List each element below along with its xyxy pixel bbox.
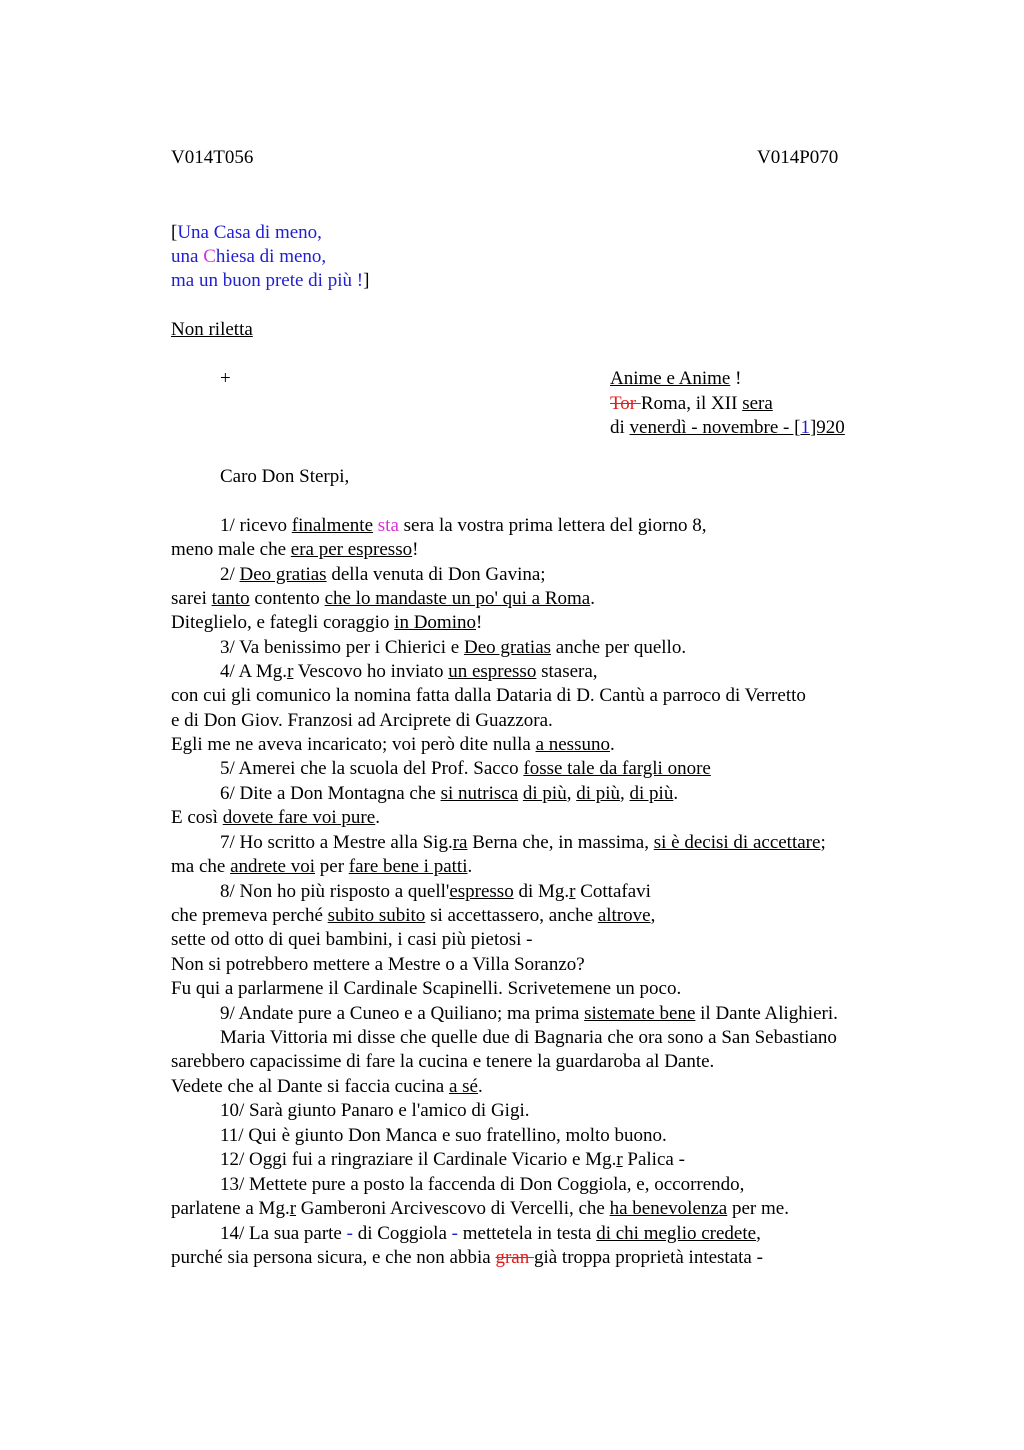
- letter-line: 3/ Va benissimo per i Chierici e Deo gratias anche per quello.: [220, 637, 687, 658]
- bracket: [: [171, 222, 178, 243]
- letter-line: con cui gli comunico la nomina fatta dalla Dataria di D. Cantù a parroco di Verretto: [171, 685, 806, 706]
- letter-line: 11/ Qui è giunto Don Manca e suo fratellino, molto buono.: [220, 1125, 667, 1146]
- letter-line: 10/ Sarà giunto Panaro e l'amico di Gigi.: [220, 1100, 530, 1121]
- dateline-di: di: [610, 417, 630, 438]
- status-note: Non riletta: [171, 319, 253, 340]
- motto-line-3: ma un buon prete di più !: [171, 270, 364, 291]
- letter-line: purché sia persona sicura, e che non abbia gran già troppa proprietà intestata -: [171, 1247, 763, 1268]
- letter-line: parlatene a Mg.r Gamberoni Arcivescovo di Vercelli, che ha benevolenza per me.: [171, 1198, 789, 1219]
- letter-line: 7/ Ho scritto a Mestre alla Sig.ra Berna che, in massima, si è decisi di accettare;: [220, 832, 826, 853]
- motto-line-2b: hiesa di meno,: [215, 246, 327, 267]
- letter-line: Vedete che al Dante si faccia cucina a sé.: [171, 1076, 483, 1097]
- letter-line: Egli me ne aveva incaricato; voi però dite nulla a nessuno.: [171, 734, 615, 755]
- letter-line: sarebbero capacissime di fare la cucina e tenere la guardaroba al Dante.: [171, 1051, 715, 1072]
- cross-mark: +: [220, 368, 231, 389]
- letter-line: 9/ Andate pure a Cuneo e a Quiliano; ma prima sistemate bene il Dante Alighieri.: [220, 1003, 838, 1024]
- header-left-code: V014T056: [171, 147, 254, 168]
- dateline-sera: sera: [742, 393, 773, 414]
- bracket: ]: [363, 270, 370, 291]
- letter-line: 12/ Oggi fui a ringraziare il Cardinale Vicario e Mg.r Palica -: [220, 1149, 685, 1170]
- letter-line: ma che andrete voi per fare bene i patti.: [171, 856, 473, 877]
- letter-line: sarei tanto contento che lo mandaste un po' qui a Roma.: [171, 588, 595, 609]
- dateline-title-after: !: [730, 368, 742, 389]
- letter-line: che premeva perché subito subito si accettassero, anche altrove,: [171, 905, 656, 926]
- letter-line: 8/ Non ho più risposto a quell'espresso di Mg.r Cottafavi: [220, 881, 651, 902]
- letter-line: Fu qui a parlarmene il Cardinale Scapinelli. Scrivetemene un poco.: [171, 978, 682, 999]
- letter-line: 2/ Deo gratias della venuta di Don Gavina;: [220, 564, 546, 585]
- letter-line: 5/ Amerei che la scuola del Prof. Sacco fosse tale da fargli onore: [220, 758, 711, 779]
- motto-line-2a: una: [171, 246, 204, 267]
- dateline-date: venerdì - novembre - [1]920: [629, 417, 845, 438]
- letter-line: Non si potrebbero mettere a Mestre o a Villa Soranzo?: [171, 954, 585, 975]
- letter-line: 14/ La sua parte - di Coggiola - mettetela in testa di chi meglio credete,: [220, 1223, 761, 1244]
- letter-line: Maria Vittoria mi disse che quelle due di Bagnaria che ora sono a San Sebastiano: [220, 1027, 837, 1048]
- letter-line: 13/ Mettete pure a posto la faccenda di Don Coggiola, e, occorrendo,: [220, 1174, 745, 1195]
- dateline-place: Roma, il XII: [640, 393, 743, 414]
- motto-line-2c: C: [203, 246, 216, 267]
- header-right-code: V014P070: [757, 147, 839, 168]
- letter-line: E così dovete fare voi pure.: [171, 807, 380, 828]
- deleted-text: Tor: [610, 393, 641, 414]
- dateline-title: Anime e Anime: [610, 368, 731, 389]
- letter-line: meno male che era per espresso!: [171, 539, 419, 560]
- motto-line-1: Una Casa di meno,: [177, 222, 322, 243]
- letter-line: 6/ Dite a Don Montagna che si nutrisca di più, di più, di più.: [220, 783, 679, 804]
- letter-line: sette od otto di quei bambini, i casi più pietosi -: [171, 929, 533, 950]
- letter-line: 4/ A Mg.r Vescovo ho inviato un espresso stasera,: [220, 661, 598, 682]
- letter-line: Diteglielo, e fategli coraggio in Domino!: [171, 612, 483, 633]
- letter-line: 1/ ricevo finalmente sta sera la vostra prima lettera del giorno 8,: [220, 515, 707, 536]
- letter-line: e di Don Giov. Franzosi ad Arciprete di Guazzora.: [171, 710, 553, 731]
- salutation: Caro Don Sterpi,: [220, 466, 350, 487]
